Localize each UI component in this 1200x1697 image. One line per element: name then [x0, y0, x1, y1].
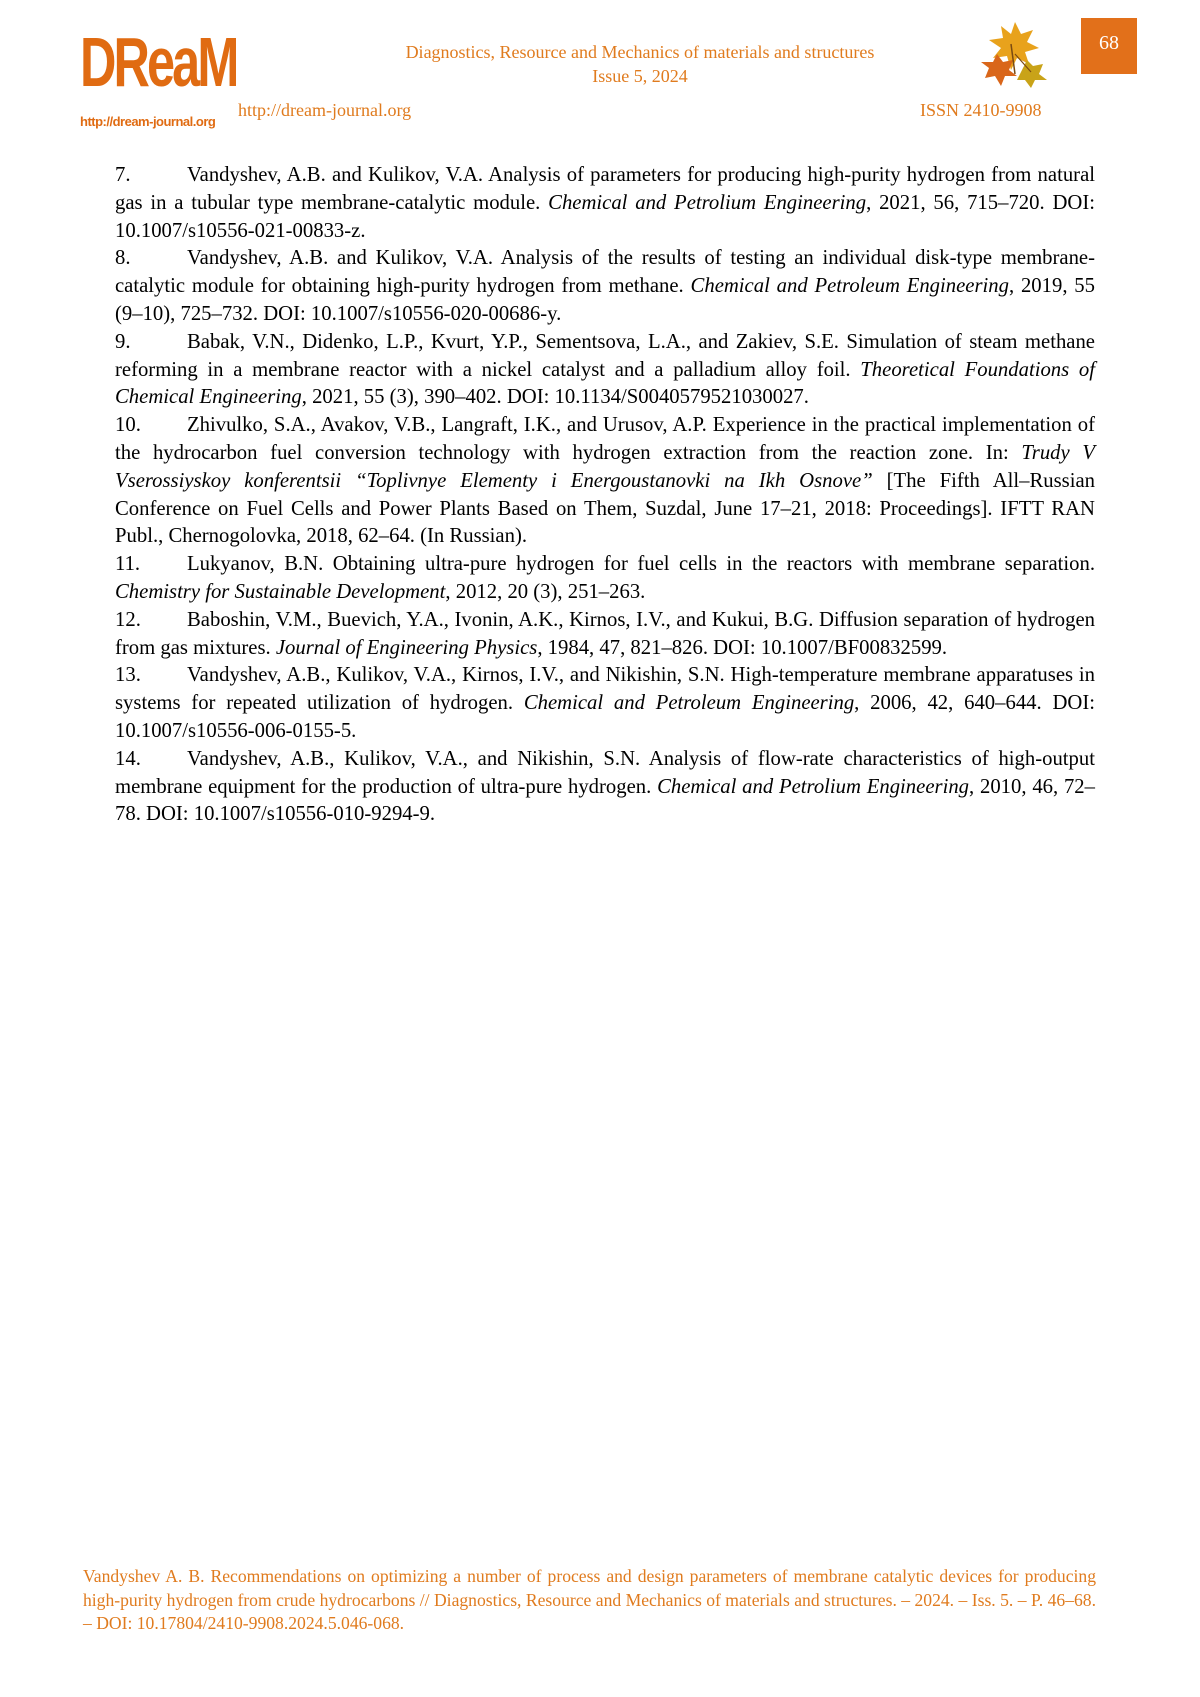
reference-item: 12. Baboshin, V.M., Buevich, Y.A., Ivonin, A.K., Kirnos, I.V., and Kukui, B.G. Diffusion separation of hydrogen from gas mixtures. Journal of Engineering Physics, 1984, 47, 821–826. DOI: 10.1007/BF00832599. [115, 608, 1095, 659]
reference-item: 9. Babak, V.N., Didenko, L.P., Kvurt, Y.P., Sementsova, L.A., and Zakiev, S.E. Simulation of steam methane reforming in a membrane reactor with a nickel catalyst and a palladium alloy foil. Theoretical Foundations of Chemical Engineering, 2021, 55 (3), 390–402. DOI: 10.1134/S0040579521030027. [115, 330, 1095, 409]
reference-list [115, 162, 1095, 829]
reference-item: 11. Lukyanov, B.N. Obtaining ultra-pure hydrogen for fuel cells in the reactors with membrane separation. Chemistry for Sustainable Development, 2012, 20 (3), 251–263. [115, 553, 1095, 603]
journal-url[interactable]: http://dream-journal.org [238, 100, 412, 120]
reference-item: 8. Vandyshev, A.B. and Kulikov, V.A. Analysis of the results of testing an individual disk-type membrane-catalytic module for obtaining high-purity hydrogen from methane. Chemical and Petroleum Engineering, 2019, 55 (9–10), 725–732. DOI: 10.1007/s10556-020-00686-y. [115, 247, 1095, 325]
journal-issue: Issue 5, 2024 [592, 66, 688, 86]
citation-footer: Vandyshev A. B. Recommendations on optimizing a number of process and design parameters of membrane catalytic devices for producing high-purity hydrogen from crude hydrocarbons // Diagnostics, Resource and Mechanics of materials and structures. – 2024. – Iss. 5. – P. 46–68. – DOI: 10.17804/2410-9908.2024.5.046-068. [83, 1566, 1096, 1633]
journal-name: Diagnostics, Resource and Mechanics of materials and structures [405, 42, 875, 62]
logo-wordmark: DReaM [80, 23, 237, 101]
reference-item: 7. Vandyshev, A.B. and Kulikov, V.A. Analysis of parameters for producing high-purity hydrogen from natural gas in a tubular type membrane-catalytic module. Chemical and Petrolium Engineering, 2021, 56, 715–720. DOI: 10.1007/s10556-021-00833-z. [115, 164, 1095, 242]
issn: ISSN 2410-9908 [920, 100, 1042, 120]
journal-title [340, 40, 940, 88]
reference-item: 13. Vandyshev, A.B., Kulikov, V.A., Kirnos, I.V., and Nikishin, S.N. High-temperature membrane apparatuses in systems for repeated utilization of hydrogen. Chemical and Petroleum Engineering, 2006, 42, 640–644. DOI: 10.1007/s10556-006-0155-5. [115, 664, 1095, 742]
journal-logo [80, 16, 237, 134]
reference-item: 14. Vandyshev, A.B., Kulikov, V.A., and Nikishin, S.N. Analysis of flow-rate characteristics of high-output membrane equipment for the production of ultra-pure hydrogen. Chemical and Petrolium Engineering, 2010, 46, 72–78. DOI: 10.1007/s10556-010-9294-9. [115, 747, 1095, 826]
page-number: 68 [1081, 18, 1137, 74]
autumn-leaves-icon [975, 14, 1053, 92]
logo-url: http://dream-journal.org [80, 114, 216, 129]
reference-item: 10. Zhivulko, S.A., Avakov, V.B., Langraft, I.K., and Urusov, A.P. Experience in the practical implementation of the hydrocarbon fuel conversion technology with hydrogen extraction from the reaction zone. In: Trudy V Vserossiyskoy konferentsii “Toplivnye Elementy i Energoustanovki na Ikh Osnove” [The Fifth All–Russian Conference on Fuel Cells and Power Plants Based on Them, Suzdal, June 17–21, 2018: Proceedings]. IFTT RAN Publ., Chernogolovka, 2018, 62–64. (In Russian). [115, 414, 1096, 548]
